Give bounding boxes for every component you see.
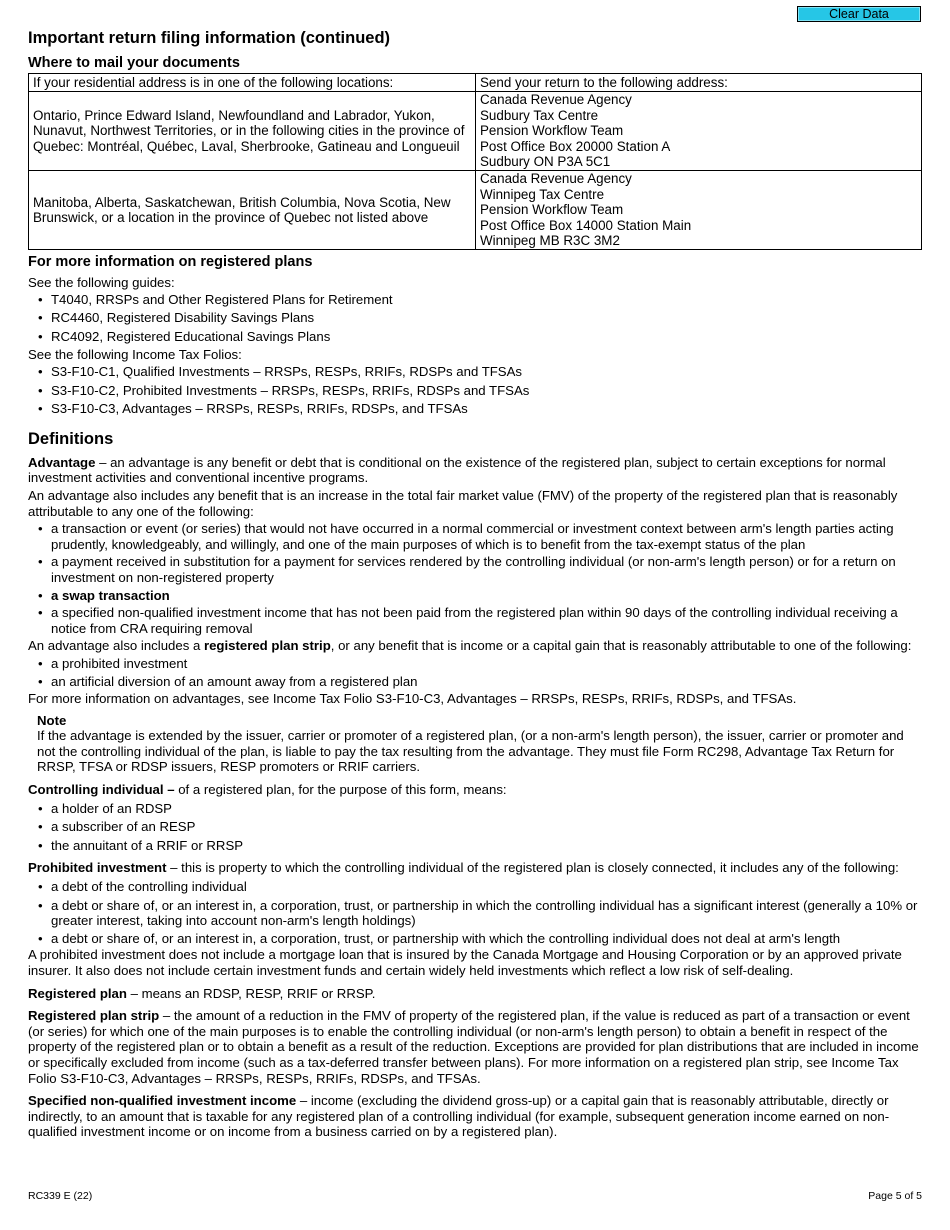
address-line: Sudbury Tax Centre <box>480 107 599 123</box>
list-item: • a debt or share of, or an interest in, a corporation, trust, or partnership with which the controlling individual does not deal at arm's length <box>28 931 922 947</box>
advantage-list-2 <box>28 656 922 690</box>
page-number: Page 5 of 5 <box>868 1190 922 1202</box>
folios-list <box>28 363 922 419</box>
list-item: • a payment received in substitution for a payment for services rendered by the controlling individual (or non-arm's length person) or for a return on investment on non-registered property <box>28 554 922 585</box>
list-item: • S3-F10-C2, Prohibited Investments – RRSPs, RESPs, RRIFs, RDSPs and TFSAs <box>28 382 922 401</box>
advantage-paragraph: An advantage also includes any benefit that is an increase in the total fair market value (FMV) of the property of the registered plan that is reasonably attributable to any one of the following: <box>28 487 898 519</box>
registered-plan-strip-definition <box>28 1008 922 1086</box>
term: Registered plan strip <box>28 1008 160 1024</box>
list-item: • T4040, RRSPs and Other Registered Plans for Retirement <box>28 291 922 310</box>
note-text: If the advantage is extended by the issuer, carrier or promoter of a registered plan, (or a non-arm's length person), the issuer, carrier or promoter and not the controlling individual of the plan, is liable to pay the tax resulting from the advantage. They must file Form RC298, Advantage Tax Return for RRSP, TFSA or RDSP issuers, RESP promoters or RRIF carriers. <box>37 728 904 775</box>
definition-text: – an advantage is any benefit or debt that is conditional on the existence of the registered plan, subject to certain exceptions for normal investment activities and conventional incentive programs. <box>28 454 886 486</box>
list-item: • a debt of the controlling individual <box>28 879 922 895</box>
list-item: • a prohibited investment <box>28 656 922 672</box>
list-item: • S3-F10-C1, Qualified Investments – RRSPs, RESPs, RRIFs, RDSPs and TFSAs <box>28 363 922 382</box>
list-item <box>28 588 922 604</box>
list-item: • a debt or share of, or an interest in, a corporation, trust, or partnership in which the controlling individual has a significant interest (generally a 10% or greater interest, taking into account non-arm's length holdings) <box>28 898 922 929</box>
page-title: Important return filing information (continued) <box>28 29 391 47</box>
list-item: • a holder of an RDSP <box>28 801 922 817</box>
definition-text: – the amount of a reduction in the FMV of property of the registered plan, if the value is reduced as part of a transaction or event (or series) for which one of the main purposes is to enable the controlling individual (or non-arm's length person) to obtain a benefit in respect of the property of the registered plan or to obtain a benefit as a result of the reduction. Exceptions are provided for plan distributions that are included in income or specifically excluded from income (such as a tax-deferred transfer between plans). For more information on a registered plan strip, see Income Tax Folio S3-F10-C3, Advantages – RRSPs, RESPs, RRIFs, RDSPs, and TFSAs. <box>28 1008 919 1086</box>
address-line: Sudbury ON P3A 5C1 <box>480 154 611 170</box>
registered-plan-definition <box>28 986 922 1002</box>
mailing-address-table <box>28 73 922 250</box>
table-row <box>29 92 922 171</box>
controlling-individual-definition <box>28 782 922 798</box>
prohibited-investment-list <box>28 879 922 946</box>
term: Registered plan <box>28 985 127 1001</box>
address-line: Post Office Box 14000 Station Main <box>480 217 692 233</box>
advantage-more-info: For more information on advantages, see Income Tax Folio S3-F10-C3, Advantages – RRSPs, RESPs, RRIFs, RDSPs, and TFSAs. <box>28 691 797 707</box>
clear-data-button[interactable]: Clear Data <box>797 6 921 22</box>
advantage-paragraph <box>28 638 922 654</box>
address-line: Winnipeg MB R3C 3M2 <box>480 233 620 249</box>
term: registered plan strip <box>203 638 331 654</box>
term: Controlling individual – <box>28 782 175 798</box>
address-line: Pension Workflow Team <box>480 202 624 218</box>
address-line: Canada Revenue Agency <box>480 92 632 108</box>
advantage-list <box>28 521 922 636</box>
term: Specified non-qualified investment income <box>28 1093 297 1109</box>
guides-intro: See the following guides: <box>28 275 175 290</box>
definition-text: – this is property to which the controlling individual of the registered plan is closely connected, it includes any of the following: <box>166 860 899 876</box>
address-cell <box>476 92 922 171</box>
table-header-row <box>29 74 922 92</box>
note-heading <box>37 713 922 729</box>
note-title: Note <box>37 712 67 728</box>
mail-heading: Where to mail your documents <box>28 55 240 71</box>
prohibited-investment-definition <box>28 860 922 876</box>
definition-text: of a registered plan, for the purpose of this form, means: <box>174 782 507 798</box>
term: Prohibited investment <box>28 860 167 876</box>
form-identifier: RC339 E (22) <box>28 1190 93 1202</box>
list-item: • S3-F10-C3, Advantages – RRSPs, RESPs, RRIFs, RDSPs, and TFSAs <box>28 400 922 419</box>
more-info-heading: For more information on registered plans <box>28 254 313 270</box>
term: Advantage <box>28 454 96 470</box>
list-item: • a transaction or event (or series) that would not have occurred in a normal commercial or investment context between arm's length parties acting prudently, knowledgeably, and willingly, and one of the main purposes of which is to benefit from the tax-exempt status of the plan <box>28 521 922 552</box>
address-line: Pension Workflow Team <box>480 123 624 139</box>
address-cell <box>476 171 922 250</box>
controlling-individual-list <box>28 801 922 854</box>
list-item: • RC4092, Registered Educational Savings Plans <box>28 328 922 347</box>
address-line: Canada Revenue Agency <box>480 171 632 187</box>
list-item: • a specified non-qualified investment income that has not been paid from the registered plan within 90 days of the controlling individual receiving a notice from CRA requiring removal <box>28 605 922 636</box>
folios-intro: See the following Income Tax Folios: <box>28 347 242 363</box>
text: An advantage also includes a <box>28 638 204 654</box>
locations-cell: Manitoba, Alberta, Saskatchewan, British Columbia, Nova Scotia, New Brunswick, or a location in the province of Quebec not listed above <box>29 171 476 250</box>
definition-text: – income (excluding the dividend gross-up) or a capital gain that is reasonably attributable, directly or indirectly, to an amount that is taxable for any registered plan of a controlling individual (for example, subsequent generation income earned on non-qualified investment income or on income from a business carried on by a registered plan). <box>28 1093 890 1140</box>
list-item: • the annuitant of a RRIF or RRSP <box>28 838 922 854</box>
address-line: Post Office Box 20000 Station A <box>480 138 671 154</box>
address-column-header: Send your return to the following address: <box>476 74 922 92</box>
guides-list <box>28 291 922 347</box>
table-row <box>29 171 922 250</box>
snqi-definition <box>28 1093 922 1140</box>
locations-column-header: If your residential address is in one of the following locations: <box>29 74 476 92</box>
note-box <box>28 713 922 775</box>
text: , or any benefit that is income or a capital gain that is reasonably attributable to one of the following: <box>330 638 912 654</box>
list-item: • an artificial diversion of an amount away from a registered plan <box>28 674 922 690</box>
locations-cell: Ontario, Prince Edward Island, Newfoundland and Labrador, Yukon, Nunavut, Northwest Territories, or in the following cities in the province of Quebec: Montréal, Québec, Laval, Sherbrooke, Gatineau and Longueuil <box>29 92 476 171</box>
list-item: • RC4460, Registered Disability Savings Plans <box>28 309 922 328</box>
advantage-definition <box>28 455 922 486</box>
list-item: • a subscriber of an RESP <box>28 819 922 835</box>
definition-text: – means an RDSP, RESP, RRIF or RRSP. <box>126 985 376 1001</box>
definitions-heading: Definitions <box>28 429 114 448</box>
page-body <box>28 253 922 1140</box>
swap-term: a swap transaction <box>51 587 170 603</box>
address-line: Winnipeg Tax Centre <box>480 186 605 202</box>
prohibited-investment-note: A prohibited investment does not include a mortgage loan that is insured by the Canada Mortgage and Housing Corporation or by an approved private insurer. It also does not include certain investment funds and certain widely held investments which reflect a low risk of self-dealing. <box>28 947 902 978</box>
